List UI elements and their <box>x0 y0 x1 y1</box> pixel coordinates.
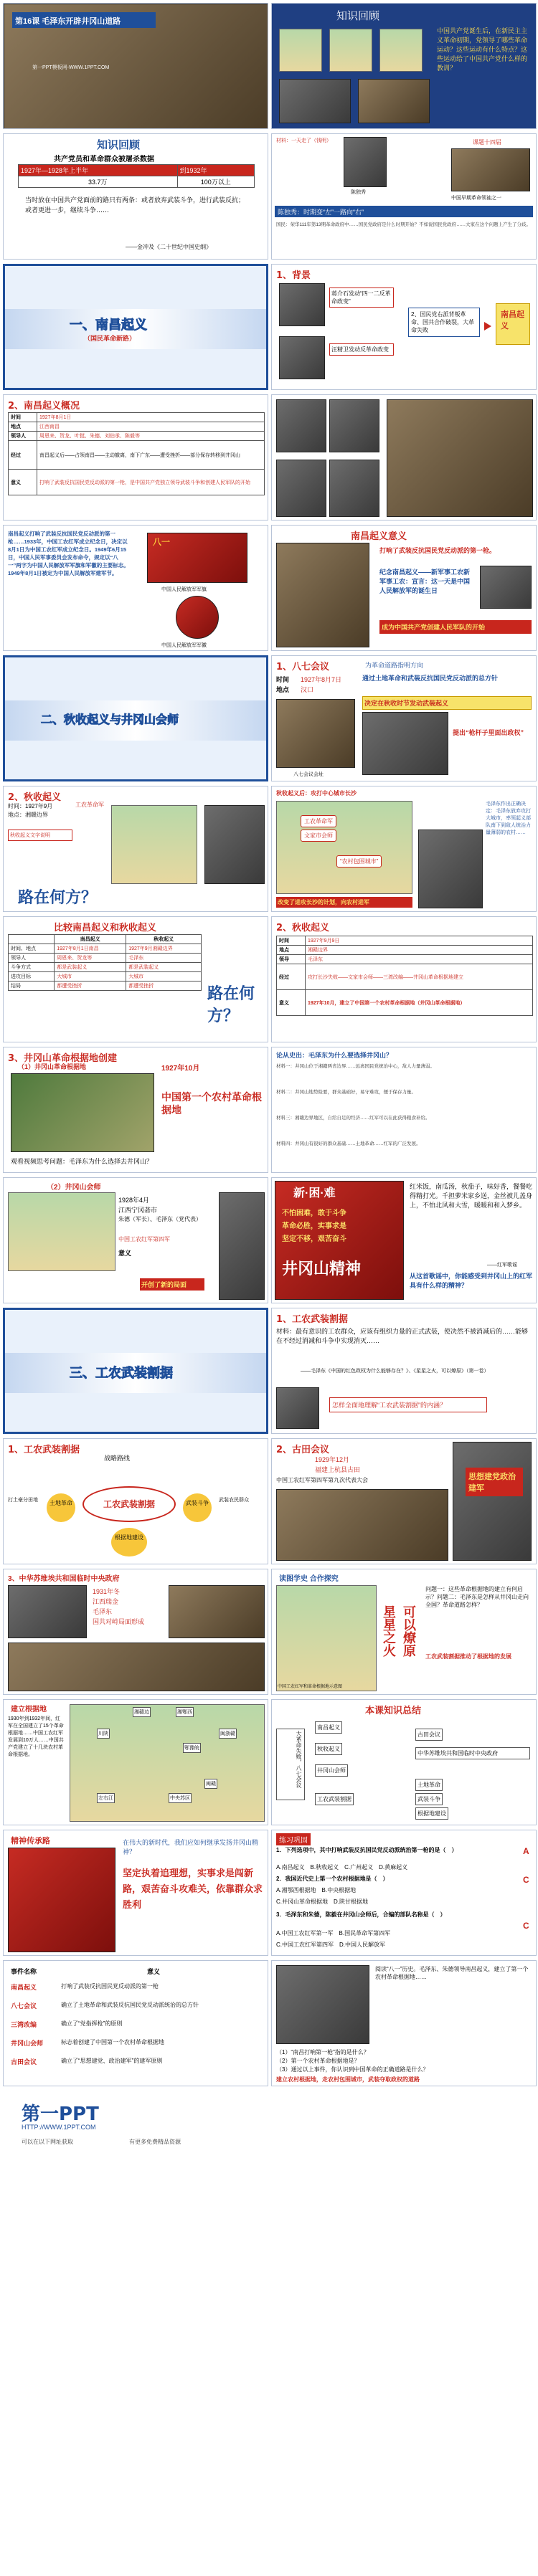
slide-bases <box>3 1699 268 1825</box>
army-emblem <box>176 596 219 639</box>
summary-n6: 古田会议 <box>415 1729 443 1741</box>
summary-center: 大革命失败，八七会议 <box>276 1729 305 1800</box>
at-v0: 1927年9月9日 <box>306 936 533 946</box>
legacy-title: 精神传承路 <box>11 1837 50 1845</box>
ah-question: 路在何方？ <box>18 888 98 907</box>
slide-jinggangshan <box>3 1047 268 1173</box>
meet-army: 中国工农红军第四军 <box>118 1236 170 1242</box>
gutian-place: 福建上杭县古田 <box>315 1466 361 1473</box>
bases-map <box>70 1704 265 1822</box>
chen-caption: 陈独秀 <box>351 190 366 195</box>
section1-heading: 一、南昌起义 <box>70 318 147 333</box>
meet-map <box>8 1192 115 1271</box>
army-emblem-caption: 中国人民解放军军徽 <box>161 643 207 648</box>
diagram-node2: 武装斗争 <box>183 1493 212 1522</box>
overview-k3: 经过 <box>9 441 37 470</box>
jgs-bottom: 观看视频思考问题：毛泽东为什么选择去井冈山？ <box>11 1158 154 1165</box>
compare-h1: 南昌起义 <box>55 935 126 944</box>
events-h1: 意义 <box>147 1968 161 1975</box>
soviet-photo2 <box>169 1585 265 1638</box>
overview-k0: 时间 <box>9 413 37 422</box>
leader-photo-2 <box>329 399 379 452</box>
diagram-node3: 根据地建设 <box>111 1528 147 1556</box>
review-map-1 <box>279 29 322 72</box>
ah-line1: 时间：1927年9月 <box>8 803 53 809</box>
at-v1: 湘赣边界 <box>306 946 533 955</box>
compare-r3c2: 大城市 <box>126 972 202 982</box>
compare-r1c0: 领导人 <box>9 954 55 963</box>
aug7-time-v: 1927年8月7日 <box>301 676 342 683</box>
signif-red-text: 成为中国共产党创建人民军队的开始 <box>379 620 532 634</box>
slide-summary <box>271 1699 537 1825</box>
bases-r2: 闽浙赣 <box>219 1729 237 1739</box>
why-m4: 材料四：井冈山有很好的群众基础……土地革命……红军的广泛发展。 <box>276 1141 421 1146</box>
diagram-center: 工农武装割据 <box>82 1486 176 1522</box>
compare-r0c1: 1927年8月1日南昌 <box>55 944 126 954</box>
events-k3: 三湾改编 <box>11 2021 37 2028</box>
overview-label: 2、南昌起义概况 <box>8 401 80 412</box>
signif-label: 南昌起义意义 <box>351 531 407 542</box>
events-v2: 确立了土地革命和武装反抗国民党反动派统治的总方针 <box>61 2002 199 2008</box>
slide-review-2 <box>3 133 268 260</box>
review2-source: ——金冲及《二十世纪中国史纲》 <box>126 244 212 250</box>
aug7-prompt: 为革命道路指明方向 <box>365 662 424 669</box>
summary-n0: 南昌起义 <box>315 1721 342 1734</box>
spirit-question: 从这首歌谣中，你能感受到井冈山上的红军具有什么样的精神？ <box>410 1273 533 1289</box>
compare-r3c0: 进攻目标 <box>9 972 55 982</box>
leader-photo-4 <box>329 460 379 517</box>
spark-text: 问题一：这些革命根据地的建立有何启示？问题二：毛泽东是怎样从井冈山走向全国？革命道路怎样？ <box>425 1586 529 1608</box>
chen-label: 课题十四届 <box>473 139 501 146</box>
overview-v2: 周恩来、贺龙、叶挺、朱德、刘伯承、陈毅等 <box>37 432 265 441</box>
review2-col1: 1927年—1928年上半年 <box>19 165 178 176</box>
bases-label: 建立根据地 <box>11 1706 47 1714</box>
after-map <box>276 801 412 894</box>
meet-banner: 开创了新的局面 <box>140 1278 204 1291</box>
section3-heading: 三、工农武装割据 <box>70 1366 173 1381</box>
slide-autumn-harvest <box>3 786 268 912</box>
signif-photo2 <box>480 566 532 609</box>
after-photo <box>418 830 483 908</box>
events-v4: 标志着创建了中国第一个农村革命根据地 <box>61 2039 164 2045</box>
ex-a1: C <box>523 1875 529 1885</box>
slide-events <box>3 1960 268 2086</box>
footer-url[interactable]: HTTP://WWW.1PPT.COM <box>22 2124 96 2131</box>
events-k2: 八七会议 <box>11 2002 37 2010</box>
compare-r4c1: 都遭受挫折 <box>55 982 126 991</box>
slide-legacy <box>3 1830 268 1956</box>
review-map-3 <box>379 29 423 72</box>
aug7-photo <box>276 699 355 768</box>
slide-section-1 <box>3 264 268 390</box>
ex-q7: C.中国工农红军第四军 D.中国人民解放军 <box>276 1941 385 1948</box>
slide-after-autumn <box>271 786 537 912</box>
bg-side: 南昌起义 <box>496 303 530 345</box>
soviet-time: 1931年冬 <box>93 1588 121 1595</box>
bg-photo-chiang <box>279 283 325 326</box>
signif-bubble: 纪念南昌起义——新军事工农新军事工农：宣言：这一天是中国人民解放军的诞生日 <box>379 569 471 594</box>
gutian-portrait <box>453 1442 532 1561</box>
leader-photo-3 <box>276 460 326 517</box>
compare-r4c0: 结局 <box>9 982 55 991</box>
spark-map <box>276 1585 377 1691</box>
jgs-date: 1927年10月 <box>161 1065 200 1073</box>
chen-text: 国民：荣华111年第13期革命政府中……国民党政府是什么时期开始？不如说国民党政府……大家在这个问题上产生了分歧。 <box>276 222 532 227</box>
slide-why-jgs <box>271 1047 537 1173</box>
spark-map-label: 中国工农红军和革命根据地示意图 <box>278 1685 343 1689</box>
footer-left: 可以在以下网址获取 <box>22 2139 73 2145</box>
aug7-time-k: 时间 <box>276 676 290 683</box>
bases-r5: 闽赣 <box>204 1779 217 1789</box>
armed1-source: ——毛泽东《中国的红色政权为什么能够存在？》、《星星之火，可以燎原》（第一卷） <box>301 1369 489 1374</box>
overview-v3: 南昌起义后——占领南昌——主动撤离，南下广东——遭受挫折——部分保存转移到井冈山 <box>37 441 265 470</box>
slide-nanchang-photos <box>271 394 537 521</box>
aug7-caption: 八七会议会址 <box>293 772 324 777</box>
ex-q3: A.湘鄂西根据地 B.中央根据地 <box>276 1887 357 1893</box>
at-table <box>276 936 533 1016</box>
chen-portrait <box>344 137 387 187</box>
compare-r2c2: 都是武装起义 <box>126 963 202 972</box>
slide-exercise <box>271 1830 537 1956</box>
spirit-red1: 不怕困难，敢于斗争 <box>282 1209 346 1217</box>
why-m1: 材料一：井冈山位于湘赣两省边界……远离国民党统治中心，敌人力量薄弱。 <box>276 1064 435 1069</box>
bases-r7: 川陕 <box>97 1729 110 1739</box>
review-photo-1 <box>279 79 351 123</box>
why-m3: 材料三：湘赣边界地区，自给自足的经济……红军可以在此获得粮食补给。 <box>276 1116 430 1121</box>
compare-r1c2: 毛泽东 <box>126 954 202 963</box>
after-tag1: 文家市会师 <box>301 830 336 842</box>
armyday-text: 南昌起义打响了武装反抗国民党反动派的第一枪……1933年，中国工农红军成立纪念日，决定以8月1日为中国工农红军成立纪念日。1949年6月15日，中国人民军事委员会发布命令，规定以“八一”两字为中国人民解放军军旗和军徽的主要标志。1949年8月1日被定为中国人民解放军建军节。 <box>8 531 129 576</box>
slide-army-day <box>3 525 268 651</box>
at-k3: 经过 <box>277 964 306 990</box>
spirit-poem: 红米饭，南瓜汤，秋茄子，味好香，餐餐吃得精打光。千担萝米家乡送，金丝被儿盖身上，不怕北风和大雪，暖暖和和入梦乡。 <box>410 1183 533 1209</box>
chen-photo-right <box>451 148 530 191</box>
bg-box3: 2、国民党右派背叛革命、国共合作破裂，大革命失败 <box>408 308 480 337</box>
footer-logo: 第一PPT <box>22 2104 99 2125</box>
review2-val1: 33.7万 <box>19 176 178 188</box>
summary-n5: 根据地建设 <box>415 1807 448 1820</box>
summary-n7: 中华苏维埃共和国临时中央政府 <box>415 1747 530 1759</box>
gutian-time: 1929年12月 <box>315 1456 350 1463</box>
spark-red: 工农武装割据推动了根据地的发展 <box>425 1653 511 1660</box>
overview-k1: 地点 <box>9 422 37 432</box>
summary-n4: 武装斗争 <box>415 1793 443 1805</box>
spirit-source: ——红军歌谣 <box>487 1263 517 1268</box>
jgs-label: 3、井冈山革命根据地创建 <box>8 1053 118 1064</box>
bases-r3: 鄂豫皖 <box>183 1743 201 1753</box>
ah-map-title: 工农革命军 <box>75 802 104 808</box>
compare-h0 <box>9 935 55 944</box>
events-k4: 井冈山会师 <box>11 2040 44 2047</box>
spark-label: 读图学史 合作探究 <box>279 1575 339 1583</box>
diagram-top: 战略路线 <box>104 1455 131 1462</box>
slide-jgs-spirit <box>271 1177 537 1303</box>
jgs-red-text: 中国第一个农村革命根据地 <box>161 1091 262 1116</box>
events-v5: 确立了“思想建党、政治建军”的建军原则 <box>61 2058 163 2064</box>
meet-people: 朱德（军长）、毛泽东（党代表） <box>118 1216 202 1222</box>
compare-h2: 秋收起义 <box>126 935 202 944</box>
slide-soviet <box>3 1569 268 1695</box>
meet-place: 江西宁冈砻市 <box>118 1207 158 1214</box>
compare-r4c2: 都遭受挫折 <box>126 982 202 991</box>
gutian-label: 2、古田会议 <box>276 1445 330 1455</box>
bases-r1: 湘鄂西 <box>176 1707 194 1717</box>
nanchang-scene <box>387 399 533 517</box>
ah-photo <box>204 805 265 884</box>
ex-q1: A.南昌起义 B.秋收起义 C.广州起义 D.黄麻起义 <box>276 1864 408 1871</box>
bg-box2: 汪精卫发动反革命政变 <box>329 343 394 356</box>
reading-photo <box>276 1965 369 2044</box>
slide-gutian <box>271 1438 537 1564</box>
cover-title: 第16课 毛泽东开辟井冈山道路 <box>12 12 156 28</box>
overview-table <box>8 412 265 495</box>
slide-section-3 <box>3 1308 268 1434</box>
legacy-photo <box>8 1848 115 1952</box>
bases-r6: 中央苏区 <box>169 1793 192 1803</box>
cover-subtitle: 第一PPT模板网-WWW.1PPT.COM <box>32 65 110 70</box>
overview-k4: 意义 <box>9 470 37 495</box>
review-map-2 <box>329 29 372 72</box>
armed1-label: 1、工农武装割据 <box>276 1314 349 1325</box>
overview-v4: 打响了武装反抗国民党反动派的第一枪，是中国共产党独立领导武装斗争和创建人民军队的开始 <box>37 470 265 495</box>
at-k1: 地点 <box>277 946 306 955</box>
aug7-place-k: 地点 <box>276 686 290 693</box>
legacy-bottom: 坚定执着追理想，实事求是闯新路，艰苦奋斗攻难关，依靠群众求胜利 <box>123 1868 263 1911</box>
after-tag3: “农村包围城市” <box>336 855 382 868</box>
legacy-text: 在伟大的新时代，我们应如何继承发扬井冈山精神？ <box>123 1839 259 1855</box>
aug7-photo2 <box>362 712 448 775</box>
jgs-photo <box>11 1073 154 1152</box>
reading-q2: （3）通过以上事件，你认识到中国革命的正确道路是什么？ <box>276 2066 429 2073</box>
gutian-photo <box>276 1489 448 1561</box>
summary-n1: 秋收起义 <box>315 1743 342 1755</box>
footer-right: 有更多免费精品资源 <box>129 2139 181 2145</box>
at-k2: 领导 <box>277 955 306 964</box>
diagram-left: 打土豪分田地 <box>8 1498 38 1503</box>
ex-q4: C.井冈山革命根据地 D.陕甘根据地 <box>276 1898 368 1905</box>
spirit-banner-top: 新·困·难 <box>293 1187 336 1199</box>
soviet-content: 国共对峙局面形成 <box>93 1618 145 1625</box>
reading-q1: （2）第一个农村革命根据地是？ <box>276 2058 360 2064</box>
review2-table <box>18 164 255 188</box>
slide-chen-duxiu <box>271 133 537 260</box>
ah-map <box>111 805 197 884</box>
diagram-right: 武装农民群众 <box>219 1498 249 1503</box>
chen-banner: 陈独秀：时期变“左”一路向“右” <box>275 206 533 217</box>
aug7-place-v: 汉口 <box>301 686 314 693</box>
spark-big2: 可以燎原 <box>402 1605 416 1657</box>
after-side: 毛泽东作出正确决定：毛泽东放弃攻打大城市，率领起义部队南下到敌人统治力量薄弱的农村…… <box>486 802 531 835</box>
section2-heading: 二、秋收起义与井冈山会师 <box>41 713 179 726</box>
diagram-node1: 土地革命 <box>47 1493 75 1522</box>
events-v1: 打响了武装反抗国民党反动派的第一枪 <box>61 1983 159 1990</box>
reading-answer: 建立农村根据地，走农村包围城市，武装夺取政权的道路 <box>276 2076 420 2083</box>
ex-q6: A.中国工农红军第一军 B.国民革命军第四军 <box>276 1930 391 1936</box>
leader-photo-1 <box>276 399 326 452</box>
bg-photo-wang <box>279 336 325 379</box>
overview-k2: 领导人 <box>9 432 37 441</box>
meet-photo <box>219 1192 265 1300</box>
summary-label: 本课知识总结 <box>365 1706 422 1716</box>
section1-subheading: （国民革命新路） <box>84 335 136 342</box>
review2-heading: 知识回顾 <box>97 138 141 151</box>
compare-title: 比较南昌起义和秋收起义 <box>54 923 157 933</box>
review2-quote: 当时放在中国共产党面前的路只有两条：或者放弃武装斗争，进行武装反抗；或者更进一步，继续斗争…… <box>25 197 245 214</box>
chen-bottom-caption: 中国早期革命领袖之一 <box>451 196 501 201</box>
ex-a2: C <box>523 1921 529 1931</box>
signif-photo <box>276 543 369 647</box>
spirit-red2: 革命必胜，实事求是 <box>282 1222 346 1230</box>
diagram-label: 1、工农武装割据 <box>8 1445 80 1455</box>
aug7-label: 1、八七会议 <box>276 662 330 672</box>
at-k4: 意义 <box>277 990 306 1016</box>
armed1-text: 材料：最有意识的工农群众，应该有组织力量的正式武装，使决然不被消减后的……能够在不经过消减和斗争中实现消灭…… <box>276 1328 529 1344</box>
compare-table <box>8 934 202 991</box>
slide-august7 <box>271 655 537 781</box>
summary-n2: 井冈山会师 <box>315 1764 348 1777</box>
slide-nanchang-overview <box>3 394 268 521</box>
slide-jgs-meeting <box>3 1177 268 1303</box>
gutian-side: 思想建党政治建军 <box>466 1468 523 1496</box>
meet-label: （2）井冈山会师 <box>47 1184 101 1192</box>
footer <box>0 2093 538 2162</box>
aug7-c3: 提出“枪杆子里面出政权” <box>453 729 524 736</box>
reading-q0: （1）“南昌打响第一枪”指的是什么？ <box>276 2049 369 2055</box>
events-k1: 南昌起义 <box>11 1984 37 1991</box>
army-flag-caption: 中国人民解放军军旗 <box>161 587 207 592</box>
compare-r0c2: 1927年9月湘赣边界 <box>126 944 202 954</box>
at-v4: 1927年10月，建立了中国第一个农村革命根据地（井冈山革命根据地） <box>306 990 533 1016</box>
soviet-lead: 毛泽东 <box>93 1608 113 1615</box>
at-label: 2、秋收起义 <box>276 923 330 933</box>
why-m2: 材料二：井冈山地势险要，群众基础好，易守难攻，便于保存力量。 <box>276 1090 416 1095</box>
slide-spark <box>271 1569 537 1695</box>
compare-r0c0: 时间、地点 <box>9 944 55 954</box>
review-question: 中国共产党诞生后，在新民主主义革命初期，党领导了哪些革命运动？这些运动有什么特点？这些运动给了中国共产党什么样的教训？ <box>437 27 528 72</box>
spirit-big: 井冈山精神 <box>282 1260 362 1278</box>
slide-reading <box>271 1960 537 2086</box>
armed1-photo <box>276 1387 319 1429</box>
slide-armed-diagram <box>3 1438 268 1564</box>
spirit-red3: 坚定不移，艰苦奋斗 <box>282 1235 346 1243</box>
bg-arrow <box>484 322 491 331</box>
ah-red-caption: 秋收起义文字说明 <box>8 830 72 841</box>
slide-title <box>3 3 268 129</box>
soviet-photo <box>8 1585 87 1638</box>
ex-q5: 3．毛泽东和朱德，陈毅在井冈山会师后，合编的部队名称是（ ） <box>276 1911 446 1918</box>
after-tag2: 工农革命军 <box>301 815 336 827</box>
slide-background <box>271 264 537 390</box>
armed1-box: 怎样全面地理解“工农武装割据”的内涵？ <box>329 1397 487 1412</box>
meet-side-title: 意义 <box>118 1250 132 1257</box>
bases-text: 1930年到1932年间，红军在全国建立了15个革命根据地……中国工农红军发展到10万人……中国共产党建立了十几块农村革命根据地。 <box>8 1716 64 1757</box>
ex-label: 练习巩固 <box>276 1833 311 1845</box>
at-v2: 毛泽东 <box>306 955 533 964</box>
slide-section-2 <box>3 655 268 781</box>
meet-time: 1928年4月 <box>118 1197 150 1204</box>
slide-compare <box>3 916 268 1042</box>
soviet-place: 江西瑞金 <box>93 1598 119 1605</box>
spark-big: 星星之火 <box>382 1605 396 1657</box>
slide-armed-1 <box>271 1308 537 1434</box>
bg-box1: 蒋介石发动“四一二反革命政变” <box>329 287 394 308</box>
aug7-c1: 通过土地革命和武装反抗国民党反动派的总方针 <box>362 675 499 682</box>
aug7-c2: 决定在秋收时节发动武装起义 <box>362 696 532 710</box>
compare-r3c1: 大城市 <box>55 972 126 982</box>
slide-review-1 <box>271 3 537 129</box>
chen-quote-title: 材料：一天走了（钱明） <box>276 138 331 143</box>
slide-nanchang-significance <box>271 525 537 651</box>
soviet-photo3 <box>8 1643 265 1691</box>
overview-v1: 江西南昌 <box>37 422 265 432</box>
review-heading: 知识回顾 <box>336 9 380 22</box>
review2-table-title: 共产党员和革命群众被屠杀数据 <box>54 156 154 163</box>
reading-intro: 阅读“八一”历史。毛泽东、朱德领导南昌起义，建立了第一个农村革命根据地…… <box>375 1966 529 1980</box>
ex-q2: 2．我国近代史上第一个农村根据地是（ ） <box>276 1876 389 1882</box>
why-label: 论从史出：毛泽东为什么要选择井冈山？ <box>276 1052 393 1059</box>
events-v3: 确立了“党指挥枪”的原则 <box>61 2020 123 2027</box>
after-label: 秋收起义后：攻打中心城市长沙 <box>276 790 357 797</box>
overview-v0: 1927年8月1日 <box>37 413 265 422</box>
review-photo-2 <box>358 79 430 123</box>
ah-line2: 地点：湘赣边界 <box>8 812 48 818</box>
bg-label: 1、背景 <box>276 270 311 281</box>
gutian-content: 中国工农红军第四军第九次代表大会 <box>276 1477 368 1483</box>
compare-side: 路在何方？ <box>207 984 255 1025</box>
signif-line1: 打响了武装反抗国民党反动派的第一枪。 <box>379 547 496 554</box>
compare-r1c1: 周恩来、贺龙等 <box>55 954 126 963</box>
jgs-sub: （1）井冈山革命根据地 <box>18 1063 87 1070</box>
soviet-label: 3、中华苏维埃共和国临时中央政府 <box>8 1575 120 1583</box>
ex-a0: A <box>523 1846 529 1856</box>
army-flag-star: 八一 <box>153 537 171 547</box>
summary-left: 工农武装割据 <box>315 1793 354 1805</box>
ex-q0: 1．下列选项中，其中打响武装反抗国民党反动派统治第一枪的是（ ） <box>276 1847 458 1853</box>
ah-label: 2、秋收起义 <box>8 792 62 803</box>
review2-col2: 到1932年 <box>177 165 255 176</box>
at-v3: 攻打长沙失败——文家市会师——三湾改编——井冈山革命根据地建立 <box>306 964 533 990</box>
events-h0: 事件名称 <box>11 1968 37 1975</box>
at-k0: 时间 <box>277 936 306 946</box>
review2-val2: 100万以上 <box>177 176 255 188</box>
slide-autumn-table <box>271 916 537 1042</box>
bases-r4: 左右江 <box>97 1793 115 1803</box>
events-k5: 古田会议 <box>11 2058 37 2066</box>
summary-n3: 土地革命 <box>415 1779 443 1791</box>
bases-r0: 湘赣边 <box>133 1707 151 1717</box>
compare-r2c1: 都是武装起义 <box>55 963 126 972</box>
after-bottom: 改变了进攻长沙的计划，向农村进军 <box>276 897 412 908</box>
compare-r2c0: 斗争方式 <box>9 963 55 972</box>
